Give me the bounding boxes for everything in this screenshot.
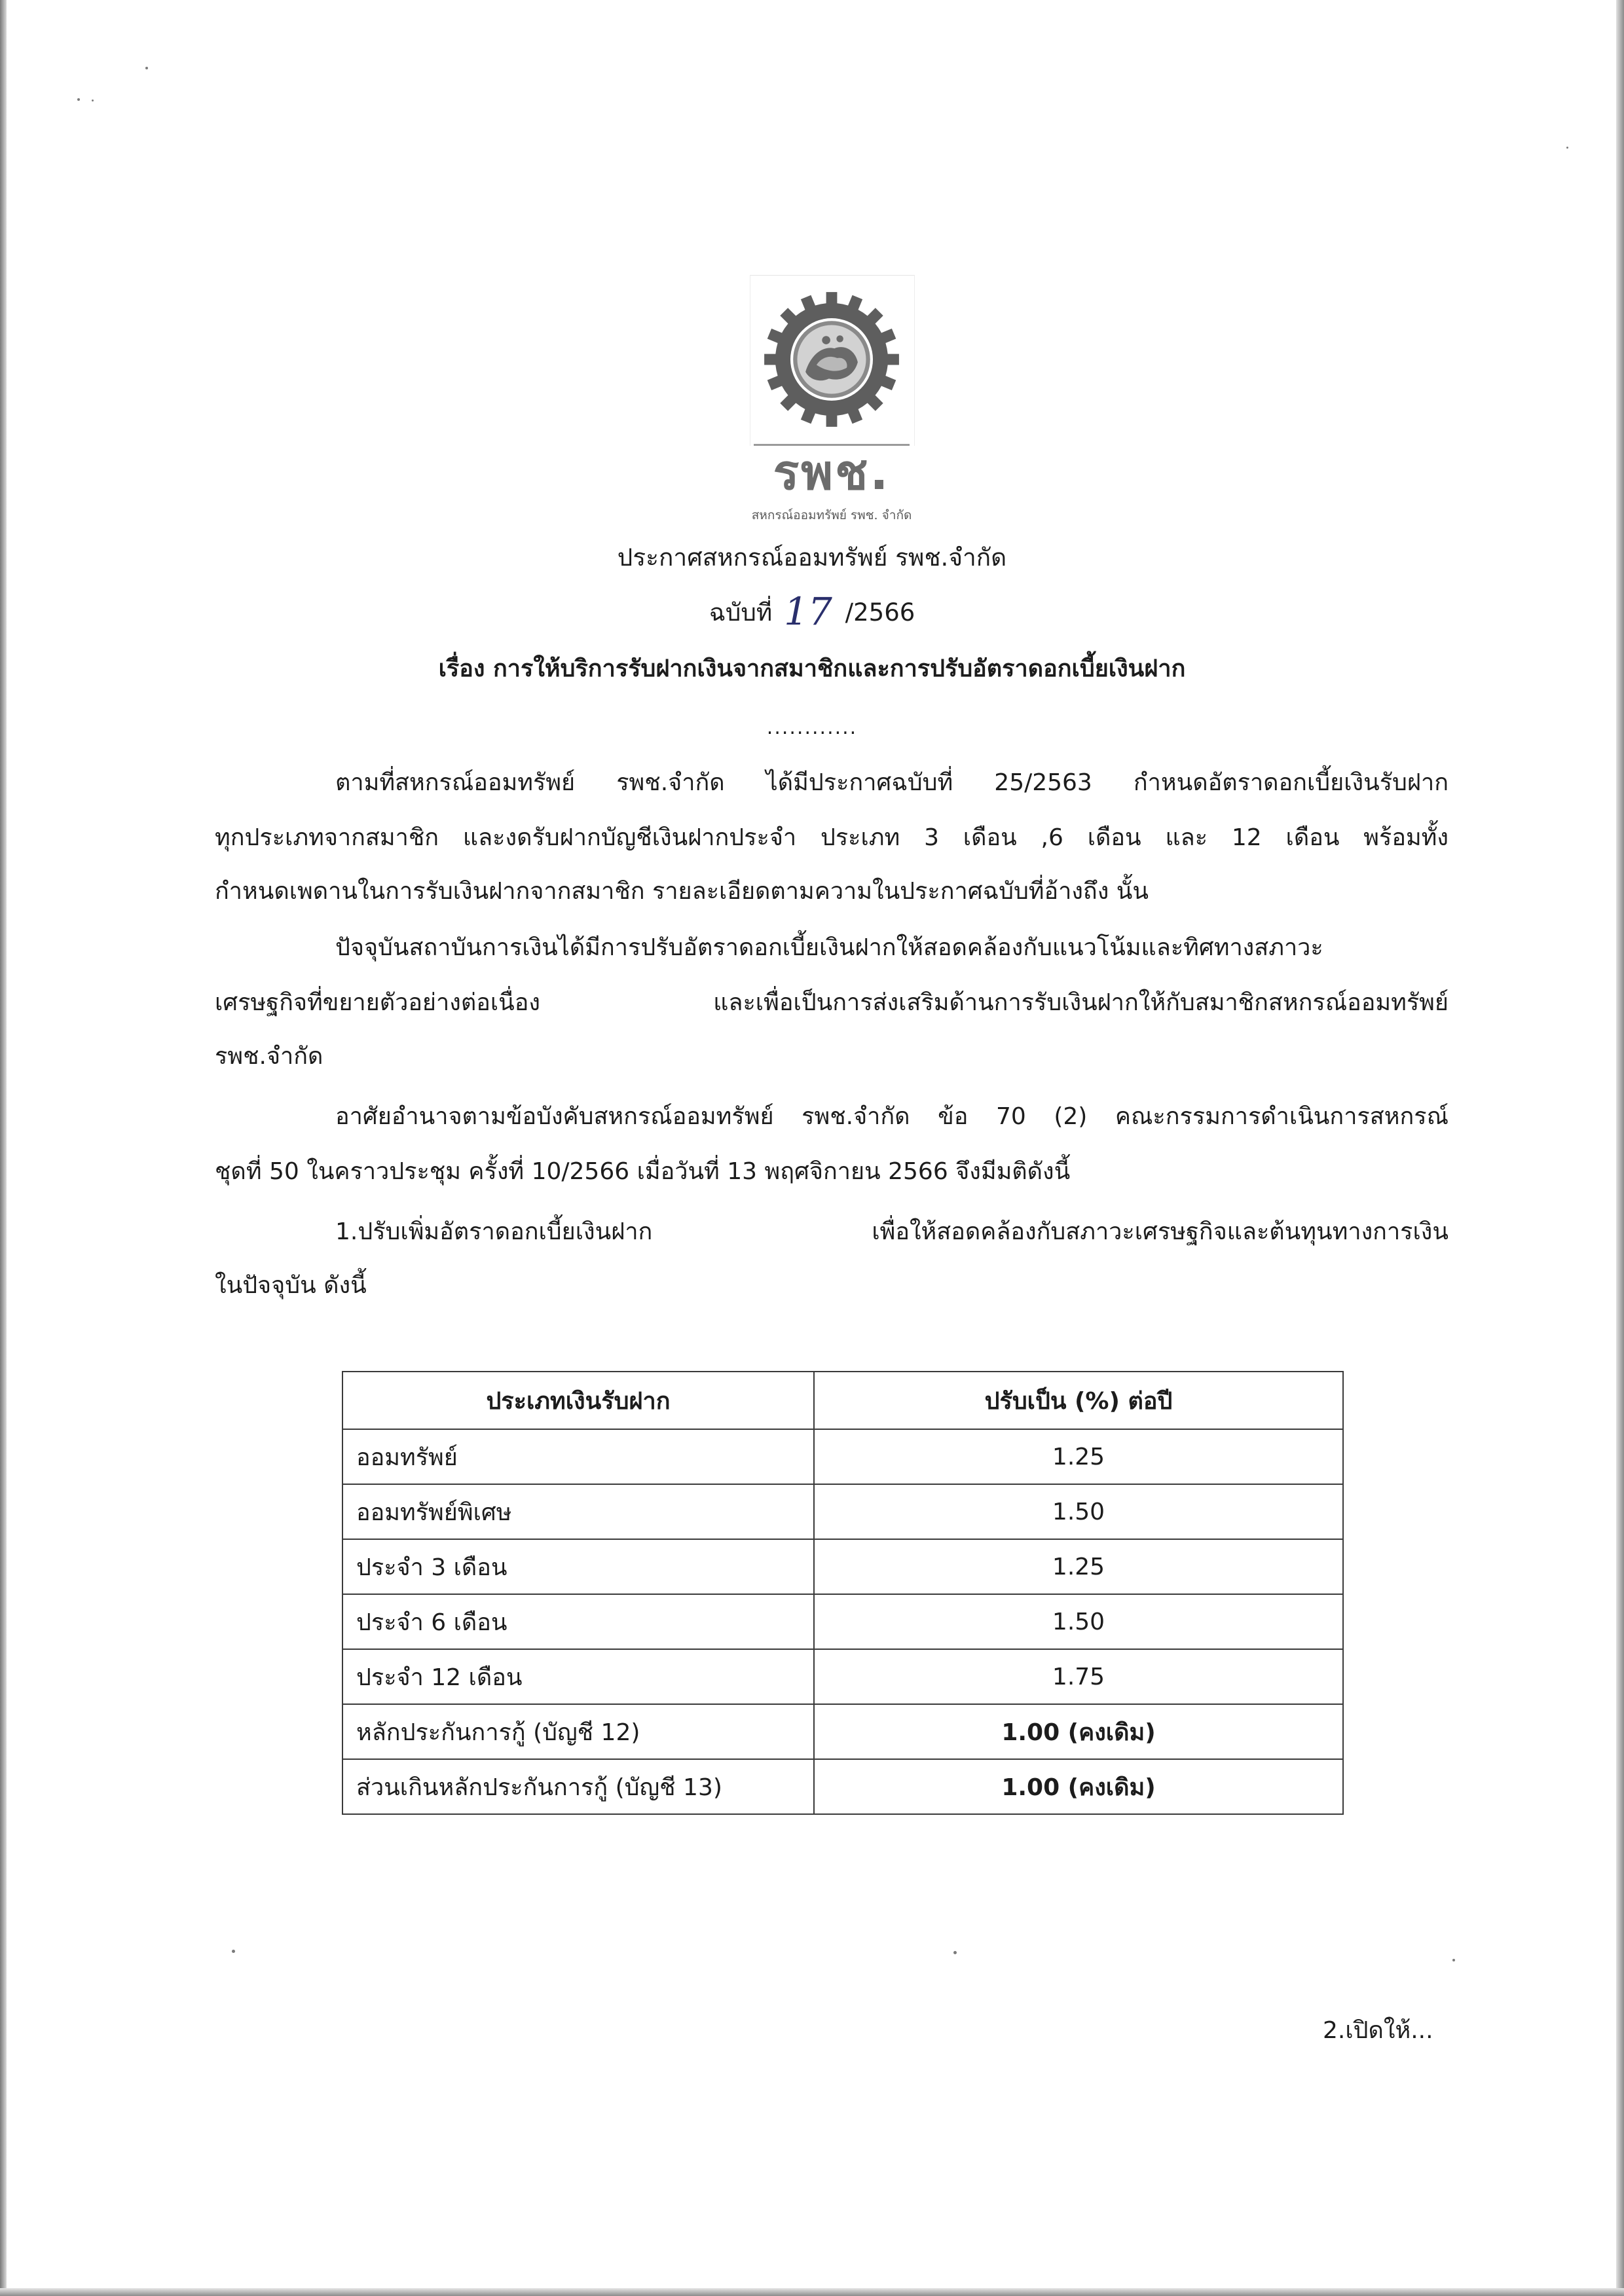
scan-speck [232, 1950, 235, 1953]
rate-cell: 1.00 (คงเดิม) [814, 1759, 1343, 1814]
deposit-type-cell: ประจำ 6 เดือน [342, 1594, 814, 1649]
table-row [342, 1429, 1343, 1484]
issue-suffix: /2566 [845, 598, 915, 627]
deposit-type-cell: หลักประกันการกู้ (บัญชี 12) [342, 1704, 814, 1759]
table-row [342, 1484, 1343, 1539]
announcement-title: ประกาศสหกรณ์ออมทรัพย์ รพช.จำกัด [617, 543, 1007, 572]
deposit-type-cell: ประจำ 12 เดือน [342, 1649, 814, 1704]
table-row [342, 1649, 1343, 1704]
table-row [342, 1759, 1343, 1814]
scan-speck [953, 1951, 957, 1954]
deposit-type-cell: ประจำ 3 เดือน [342, 1539, 814, 1594]
para2-line1: ปัจจุบันสถาบันการเงินได้มีการปรับอัตราดอกเบี้ยเงินฝากให้สอดคล้องกับแนวโน้มและทิศทางสภาวะ [335, 934, 1323, 961]
rate-cell: 1.50 [814, 1594, 1343, 1649]
separator-dots: ............ [766, 716, 858, 739]
rate-cell: 1.25 [814, 1539, 1343, 1594]
scan-edge-bottom [0, 2288, 1624, 2296]
scan-edge-right [1616, 0, 1624, 2296]
issue-prefix: ฉบับที่ [709, 598, 773, 627]
rate-cell: 1.00 (คงเดิม) [814, 1704, 1343, 1759]
deposit-rate-table [342, 1371, 1344, 1815]
scan-speck [1566, 147, 1568, 149]
rate-cell: 1.75 [814, 1649, 1343, 1704]
para1-line2: ทุกประเภทจากสมาชิก และงดรับฝากบัญชีเงินฝากประจำ ประเภท 3 เดือน ,6 เดือน และ 12 เดือน พร้อมทั้ง [215, 824, 1449, 851]
para1-line3: กำหนดเพดานในการรับเงินฝากจากสมาชิก รายละเอียดตามความในประกาศฉบับที่อ้างถึง นั้น [215, 878, 1149, 905]
para4-line2: ในปัจจุบัน ดังนี้ [215, 1272, 367, 1299]
para1-line1: ตามที่สหกรณ์ออมทรัพย์ รพช.จำกัด ได้มีประกาศฉบับที่ 25/2563 กำหนดอัตราดอกเบี้ยเงินรับฝาก [335, 769, 1449, 796]
para2-line3: รพช.จำกัด [215, 1043, 323, 1070]
deposit-type-cell: ออมทรัพย์พิเศษ [342, 1484, 814, 1539]
issue-number-handwritten: 17 [784, 589, 832, 634]
scan-speck [145, 67, 148, 69]
logo-org-name: สหกรณ์ออมทรัพย์ รพช. จำกัด [751, 508, 912, 522]
table-header-row [342, 1372, 1343, 1429]
para4-line1: 1.ปรับเพิ่มอัตราดอกเบี้ยเงินฝาก เพื่อให้สอดคล้องกับสภาวะเศรษฐกิจและต้นทุนทางการเงิน [335, 1218, 1449, 1245]
scan-edge-left [0, 0, 7, 2296]
scan-speck [1452, 1959, 1455, 1961]
announcement-subject: เรื่อง การให้บริการรับฝากเงินจากสมาชิกและการปรับอัตราดอกเบี้ยเงินฝาก [438, 655, 1186, 682]
para3-line1: อาศัยอำนาจตามข้อบังคับสหกรณ์ออมทรัพย์ รพช.จำกัด ข้อ 70 (2) คณะกรรมการดำเนินการสหกรณ์ [335, 1103, 1449, 1130]
scan-speck [77, 98, 80, 101]
rate-cell: 1.25 [814, 1429, 1343, 1484]
para3-line2: ชุดที่ 50 ในคราวประชุม ครั้งที่ 10/2566 เมื่อวันที่ 13 พฤศจิกายน 2566 จึงมีมติดังนี้ [215, 1158, 1071, 1185]
rate-cell: 1.50 [814, 1484, 1343, 1539]
deposit-type-cell: ออมทรัพย์ [342, 1429, 814, 1484]
column-header-deposit-type: ประเภทเงินรับฝาก [342, 1372, 814, 1429]
column-header-rate: ปรับเป็น (%) ต่อปี [814, 1372, 1343, 1429]
table-row [342, 1594, 1343, 1649]
scan-speck [92, 100, 94, 101]
para2-line2: เศรษฐกิจที่ขยายตัวอย่างต่อเนื่อง และเพื่อเป็นการส่งเสริมด้านการรับเงินฝากให้กับสมาชิกสหกรณ์ออมทรัพย์ [215, 989, 1449, 1016]
announcement-issue [0, 589, 1624, 634]
table-row [342, 1704, 1343, 1759]
organization-logo [750, 275, 913, 537]
gear-emblem-icon [763, 291, 900, 428]
logo-acronym: รพช. [773, 445, 891, 501]
deposit-type-cell: ส่วนเกินหลักประกันการกู้ (บัญชี 13) [342, 1759, 814, 1814]
continued-next-page: 2.เปิดให้... [1323, 2017, 1433, 2044]
table-row [342, 1539, 1343, 1594]
